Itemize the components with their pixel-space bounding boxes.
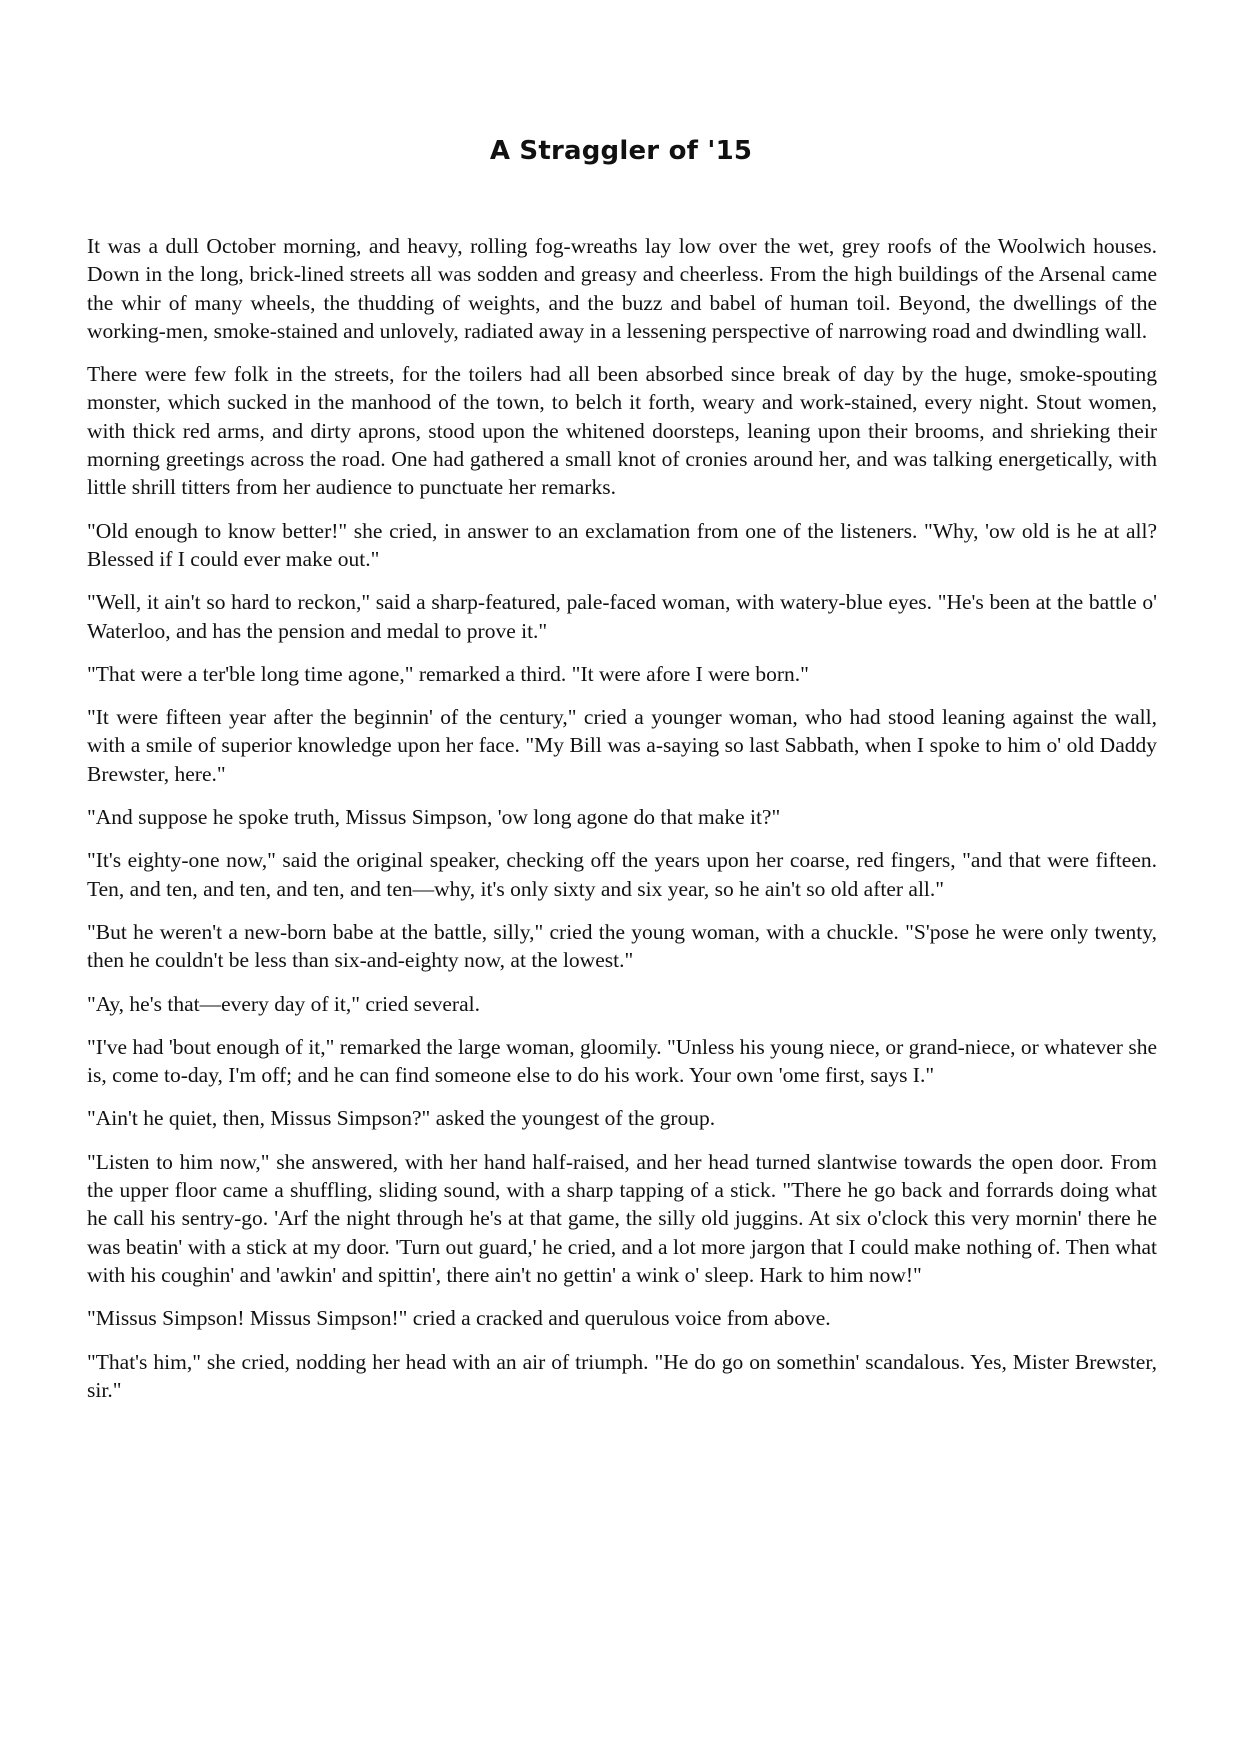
paragraph: "I've had 'bout enough of it," remarked the large woman, gloomily. "Unless his young niece, or grand-niece, or whatever she is, come to-day, I'm off; and he can find someone else to do his work. Your own 'ome first, says I." bbox=[87, 1034, 1157, 1088]
paragraph: "But he weren't a new-born babe at the battle, silly," cried the young woman, with a chuckle. "S'pose he were only twenty, then he couldn't be less than six-and-eighty now, at the lowest." bbox=[87, 919, 1157, 973]
paragraph: "Ain't he quiet, then, Missus Simpson?" asked the youngest of the group. bbox=[87, 1106, 716, 1131]
paragraph: "It's eighty-one now," said the original speaker, checking off the years upon her coarse, red fingers, "and that were fifteen. Ten, and ten, and ten, and ten, and ten—why, it's only sixty and six year, so he ain't so old after all." bbox=[87, 848, 1157, 901]
paragraph: "That's him," she cried, nodding her head with an air of triumph. "He do go on somethin' scandalous. Yes, Mister Brewster, sir." bbox=[87, 1349, 1157, 1402]
paragraph: "Missus Simpson! Missus Simpson!" cried a cracked and querulous voice from above. bbox=[87, 1306, 831, 1331]
paragraph: It was a dull October morning, and heavy, rolling fog-wreaths lay low over the wet, grey roofs of the Woolwich houses. Down in the long, brick-lined streets all was sodden and greasy and cheerless. From the high buildings of the Arsenal came the whir of many wheels, the thudding of weights, and the buzz and babel of human toil. Beyond, the dwellings of the working-men, smoke-stained and unlovely, radiated away in a lessening perspective of narrowing road and dwindling wall. bbox=[87, 234, 1157, 343]
paragraph: "And suppose he spoke truth, Missus Simpson, 'ow long agone do that make it?" bbox=[87, 805, 781, 830]
page-title: A Straggler of '15 bbox=[489, 136, 753, 166]
paragraph: There were few folk in the streets, for the toilers had all been absorbed since break of day by the huge, smoke-spouting monster, which sucked in the manhood of the town, to belch it forth, weary and work-stained, every night. Stout women, with thick red arms, and dirty aprons, stood upon the whitened doorsteps, leaning upon their brooms, and shrieking their morning greetings across the road. One had gathered a small knot of cronies around her, and was talking energetically, with little shrill titters from her audience to punctuate her remarks. bbox=[87, 362, 1157, 500]
paragraph: "It were fifteen year after the beginnin' of the century," cried a younger woman, who had stood leaning against the wall, with a smile of superior knowledge upon her face. "My Bill was a-saying so last Sabbath, when I spoke to him o' old Daddy Brewster, here." bbox=[87, 705, 1157, 786]
paragraph: "Well, it ain't so hard to reckon," said a sharp-featured, pale-faced woman, with watery-blue eyes. "He's been at the battle o' Waterloo, and has the pension and medal to prove it." bbox=[87, 590, 1157, 643]
paragraph: "Listen to him now," she answered, with her hand half-raised, and her head turned slantwise towards the open door. From the upper floor came a shuffling, sliding sound, with a sharp tapping of a stick. "There he go back and forrards doing what he call his sentry-go. 'Arf the night through he's at that game, the silly old juggins. At six o'clock this very mornin' there he was beatin' with a stick at my door. 'Turn out guard,' he cried, and a lot more jargon that I could make nothing of. Then what with his coughin' and 'awkin' and spittin', there ain't no gettin' a wink o' sleep. Hark to him now!" bbox=[87, 1149, 1157, 1287]
body-text bbox=[87, 232, 1157, 1419]
paragraph: "Ay, he's that—every day of it," cried several. bbox=[87, 991, 480, 1016]
paragraph: "That were a ter'ble long time agone," remarked a third. "It were afore I were born." bbox=[87, 661, 809, 686]
paragraph: "Old enough to know better!" she cried, in answer to an exclamation from one of the listeners. "Why, 'ow old is he at all? Blessed if I could ever make out." bbox=[87, 518, 1157, 571]
